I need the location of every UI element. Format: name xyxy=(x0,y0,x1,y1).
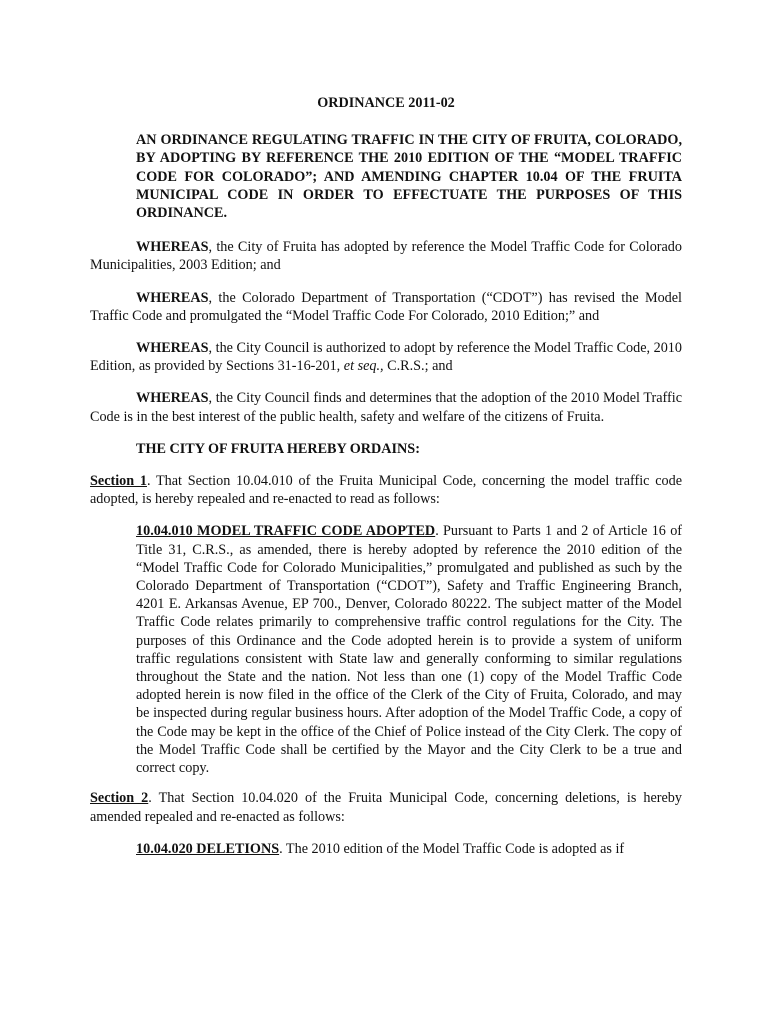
section-1-label: Section 1 xyxy=(90,473,147,490)
whereas-text-1: , the City of Fruita has adopted by reference the Model Traffic Code for Colorado Municipalities, 2003 Edition; and xyxy=(90,239,682,274)
section-1-code-block xyxy=(136,522,682,777)
whereas-keyword: WHEREAS xyxy=(136,390,209,407)
section-2-text: . That Section 10.04.020 of the Fruita Municipal Code, concerning deletions, is hereby amended repealed and re-enacted as follows: xyxy=(90,790,682,825)
whereas-text-3a: , the City Council is authorized to adopt by reference the Model Traffic Code, 2010 Edition, as provided by Sections 31-16-201, xyxy=(90,340,682,375)
section-2-code-heading: 10.04.020 DELETIONS xyxy=(136,840,280,857)
section-2-code-block xyxy=(136,840,682,858)
section-1-code-heading: 10.04.010 MODEL TRAFFIC CODE ADOPTED xyxy=(136,523,436,540)
ordains-heading: THE CITY OF FRUITA HEREBY ORDAINS: xyxy=(136,440,420,457)
whereas-keyword: WHEREAS xyxy=(136,340,209,357)
whereas-keyword: WHEREAS xyxy=(136,239,209,256)
whereas-text-3b: C.R.S.; and xyxy=(383,358,453,375)
whereas-text-2: , the Colorado Department of Transportation (“CDOT”) has revised the Model Traffic Code and promulgated the “Model Traffic Code For Colorado, 2010 Edition;” and xyxy=(90,289,682,324)
whereas-paragraph-4 xyxy=(90,389,682,425)
document-page xyxy=(90,94,682,870)
section-1-code-body: . Pursuant to Parts 1 and 2 of Article 16 of Title 31, C.R.S., as amended, there is hereby adopted by reference the 2010 edition of the “Model Traffic Code for Colorado Municipalities,” promulgated and published as such by the Colorado Department of Transportation (“CDOT”), Safety and Traffic Engineering Branch, 4201 E. Arkansas Avenue, EP 700., Denver, Colorado 80222. The subject matter of the Model Traffic Code relates primarily to comprehensive traffic control regulations for the City. The purposes of this Ordinance and the Code adopted herein is to provide a system of uniform traffic regulations consistent with State law and generally conforming to similar regulations throughout the State and the nation. Not less than one (1) copy of the Model Traffic Code adopted herein is now filed in the office of the Clerk of the City of Fruita, Colorado, and may be inspected during regular business hours. After adoption of the Model Traffic Code, a copy of the Code may be kept in the office of the Chief of Police instead of the City Clerk. The copy of the Model Traffic Code shall be certified by the Mayor and the City Clerk to be a true and correct copy. xyxy=(136,523,683,777)
whereas-paragraph-1 xyxy=(90,238,682,274)
section-2-code-body: . The 2010 edition of the Model Traffic Code is adopted as if xyxy=(279,840,625,857)
whereas-keyword: WHEREAS xyxy=(136,289,209,306)
whereas-text-4: , the City Council finds and determines that the adoption of the 2010 Model Traffic Code is in the best interest of the public health, safety and welfare of the citizens of Fruita. xyxy=(90,390,682,425)
whereas-paragraph-3 xyxy=(90,339,682,375)
section-2-paragraph xyxy=(90,789,682,825)
ordinance-preamble: AN ORDINANCE REGULATING TRAFFIC IN THE CITY OF FRUITA, COLORADO, BY ADOPTING BY REFERENCE THE 2010 EDITION OF THE “MODEL TRAFFIC CODE FOR COLORADO”; AND AMENDING CHAPTER 10.04 OF THE FRUITA MUNICIPAL CODE IN ORDER TO EFFECTUATE THE PURPOSES OF THIS ORDINANCE. xyxy=(136,132,682,222)
section-1-paragraph xyxy=(90,472,682,508)
whereas-text-3-italic: et seq., xyxy=(343,358,384,375)
ordinance-title: ORDINANCE 2011-02 xyxy=(317,95,455,111)
section-2-label: Section 2 xyxy=(90,790,149,807)
section-1-text: . That Section 10.04.010 of the Fruita Municipal Code, concerning the model traffic code adopted, is hereby repealed and re-enacted to read as follows: xyxy=(90,473,682,508)
whereas-paragraph-2 xyxy=(90,289,682,325)
